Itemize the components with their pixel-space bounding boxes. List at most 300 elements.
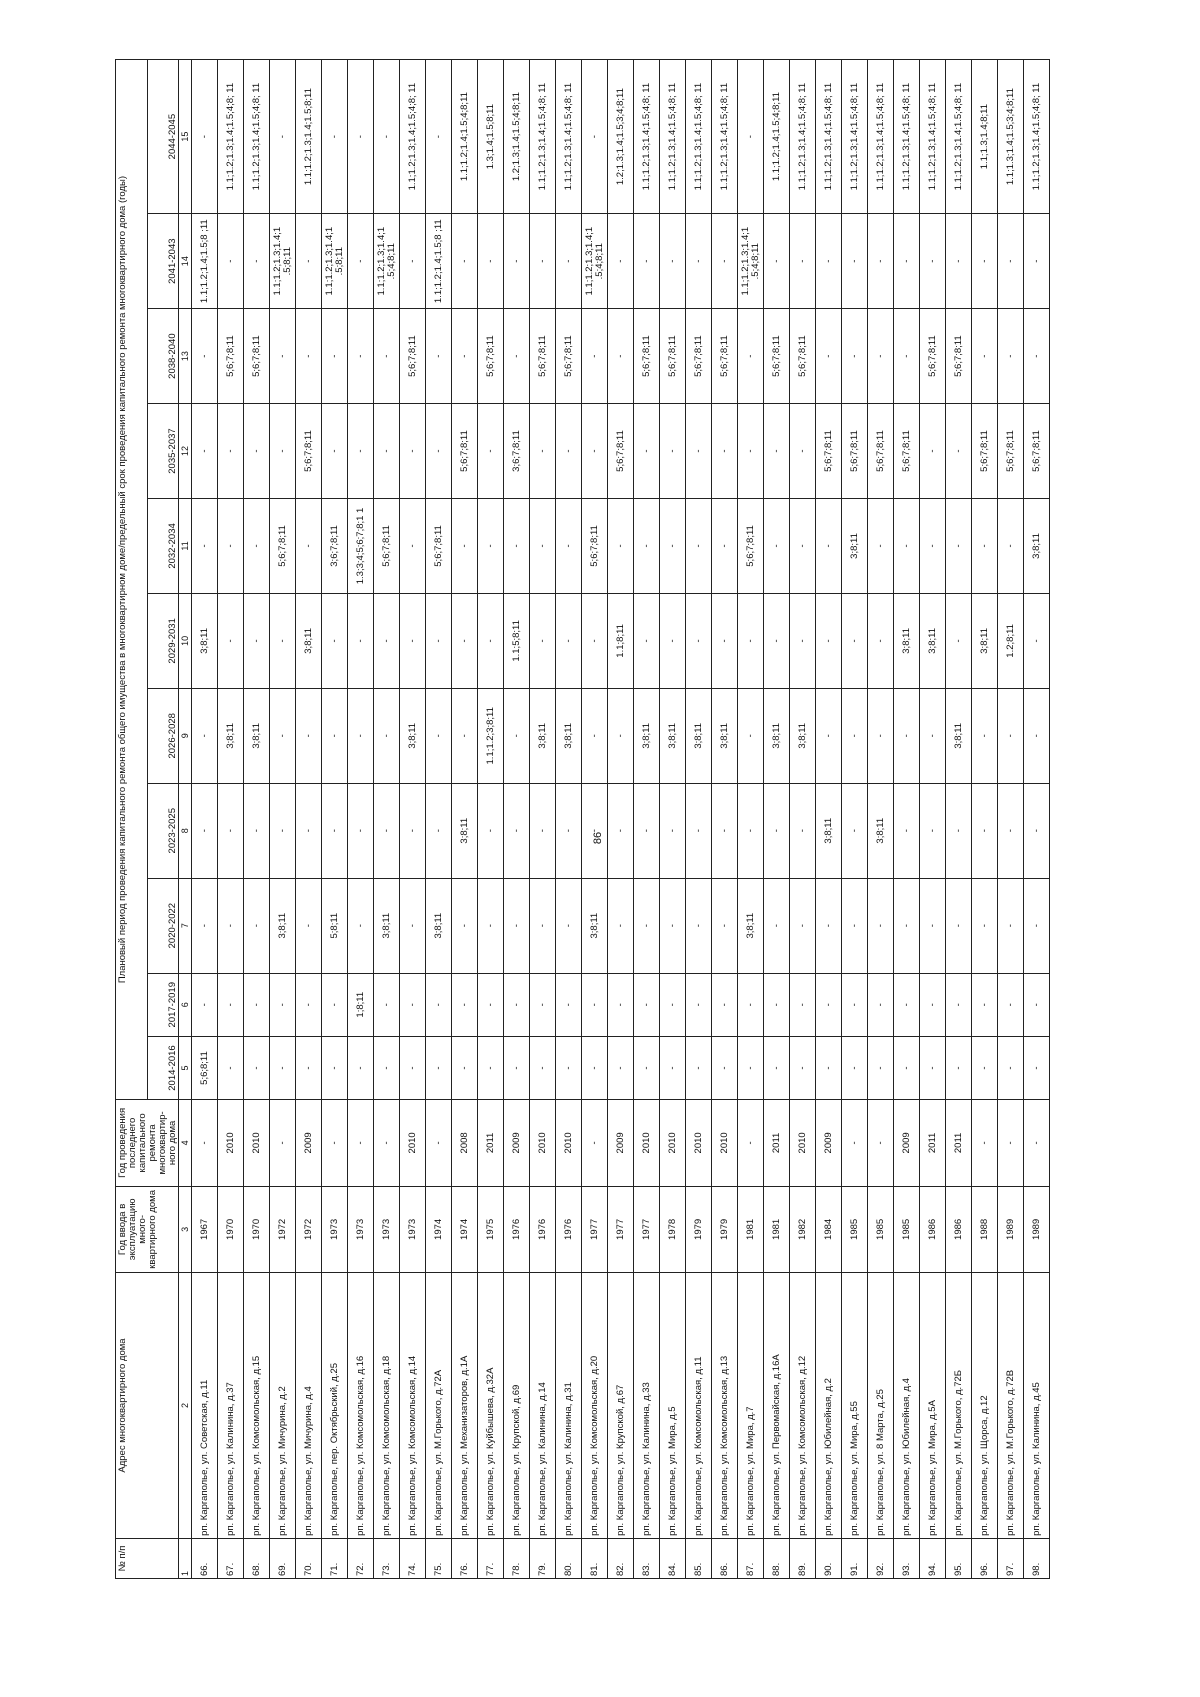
table-row xyxy=(504,60,530,1579)
period-cell: - xyxy=(426,60,452,214)
period-cell: 3;8;11 xyxy=(192,593,218,688)
period-cell: - xyxy=(530,498,556,593)
period-cell: - xyxy=(660,498,686,593)
period-cell: - xyxy=(790,783,816,878)
year-built-cell: 1986 xyxy=(920,1186,946,1272)
year-built-cell: 1988 xyxy=(972,1186,998,1272)
year-built-cell: 1989 xyxy=(998,1186,1024,1272)
period-cell: - xyxy=(530,593,556,688)
period-cell: - xyxy=(426,783,452,878)
period-cell: - xyxy=(764,214,790,309)
period-cell: - xyxy=(686,973,712,1036)
column-index: 15 xyxy=(179,60,192,214)
period-cell: - xyxy=(998,973,1024,1036)
period-cell: 5;6;7;8;11 xyxy=(660,309,686,404)
header-last-repair: Год проведения последнего капитального ремонта многоквартир-ного дома xyxy=(116,1100,179,1186)
period-cell: - xyxy=(426,688,452,783)
period-cell: - xyxy=(1024,593,1050,688)
period-cell: - xyxy=(582,783,608,878)
address-cell: рп. Каргаполье, ул. Крупской, д.67 xyxy=(608,1273,634,1539)
period-cell: 3;8;11 xyxy=(244,688,270,783)
period-cell: 1.1;1.2;1.4;1.5;8 ;11 xyxy=(426,214,452,309)
period-cell: - xyxy=(504,688,530,783)
period-cell: 5;6;7;8;11 xyxy=(894,404,920,499)
period-cell: - xyxy=(1024,214,1050,309)
period-cell: - xyxy=(1024,309,1050,404)
period-cell: 3;8;11 xyxy=(842,498,868,593)
last-repair-cell: 2008 xyxy=(452,1100,478,1186)
table-row xyxy=(582,60,608,1579)
row-number: 70. xyxy=(296,1538,322,1578)
period-cell: 1.1;1.2;1.3;1.4;1.5;4;8; 11 xyxy=(894,60,920,214)
period-cell: - xyxy=(348,593,374,688)
period-cell: - xyxy=(348,878,374,973)
table-row xyxy=(322,60,348,1579)
period-cell: - xyxy=(764,593,790,688)
row-number: 80. xyxy=(556,1538,582,1578)
table-row xyxy=(400,60,426,1579)
period-cell: - xyxy=(738,688,764,783)
address-cell: рп. Каргаполье, ул. Комсомольская, д.12 xyxy=(790,1273,816,1539)
period-cell: - xyxy=(608,878,634,973)
period-cell: - xyxy=(478,214,504,309)
address-cell: рп. Каргаполье, ул. Комсомольская, д.16 xyxy=(348,1273,374,1539)
period-cell: - xyxy=(608,214,634,309)
year-built-cell: 1977 xyxy=(582,1186,608,1272)
last-repair-cell: 2010 xyxy=(218,1100,244,1186)
last-repair-cell: 2011 xyxy=(946,1100,972,1186)
table-row xyxy=(270,60,296,1579)
period-cell: - xyxy=(1024,878,1050,973)
row-number: 77. xyxy=(478,1538,504,1578)
year-built-cell: 1989 xyxy=(1024,1186,1050,1272)
period-cell: 5;6;7;8;11 xyxy=(530,309,556,404)
last-repair-cell: - xyxy=(270,1100,296,1186)
last-repair-cell: 2011 xyxy=(478,1100,504,1186)
period-cell: - xyxy=(920,973,946,1036)
period-cell: - xyxy=(660,404,686,499)
address-cell: рп. Каргаполье, ул. Комсомольская, д.15 xyxy=(244,1273,270,1539)
period-cell: - xyxy=(790,973,816,1036)
year-built-cell: 1974 xyxy=(426,1186,452,1272)
row-number: 85. xyxy=(686,1538,712,1578)
period-cell: - xyxy=(270,404,296,499)
table-row xyxy=(556,60,582,1579)
period-cell: 1.1;1.2;1.3;1.4;1.5;4;8; 11 xyxy=(816,60,842,214)
last-repair-cell: - xyxy=(348,1100,374,1186)
column-index: 14 xyxy=(179,214,192,309)
year-built-cell: 1970 xyxy=(218,1186,244,1272)
last-repair-cell: - xyxy=(738,1100,764,1186)
period-cell: - xyxy=(920,1036,946,1099)
period-cell: - xyxy=(400,404,426,499)
period-cell: - xyxy=(998,214,1024,309)
address-cell: рп. Каргаполье, ул. Первомайская, д.16А xyxy=(764,1273,790,1539)
period-cell: 5;6;7;8;11 xyxy=(1024,404,1050,499)
period-cell: - xyxy=(218,878,244,973)
period-cell: - xyxy=(972,498,998,593)
period-cell: 3;8;11 xyxy=(972,593,998,688)
year-built-cell: 1981 xyxy=(738,1186,764,1272)
header-address: Адрес многоквартирного дома xyxy=(116,1273,179,1539)
period-cell: - xyxy=(998,878,1024,973)
period-cell: - xyxy=(192,878,218,973)
table-row xyxy=(894,60,920,1579)
last-repair-cell: 2010 xyxy=(712,1100,738,1186)
period-cell: - xyxy=(556,1036,582,1099)
period-cell: 1.1;1.2;1.3;1.4;1 .5;4;8;11 xyxy=(582,214,608,309)
column-index: 13 xyxy=(179,309,192,404)
period-cell: - xyxy=(868,1036,894,1099)
row-number: 91. xyxy=(842,1538,868,1578)
period-cell: - xyxy=(426,973,452,1036)
period-cell: 3;8;11 xyxy=(738,878,764,973)
period-cell: - xyxy=(738,593,764,688)
period-cell: 3;6;7;8;11 xyxy=(504,404,530,499)
period-cell: 1.1;1.2;1.3;1.4;1.5;4;8; 11 xyxy=(634,60,660,214)
header-planned-period: Плановый период проведения капитального ремонта общего имущества в многоквартирном доме/предельный срок проведения капитального ремонта многоквартирного дома (годы) xyxy=(116,60,148,1100)
period-cell: - xyxy=(400,973,426,1036)
period-cell: - xyxy=(270,1036,296,1099)
header-period: 2035-2037 xyxy=(147,404,179,499)
period-cell: - xyxy=(1024,688,1050,783)
period-cell: 3;8;11 xyxy=(790,688,816,783)
period-cell: 1.1;1.2;1.3;1.4;1.5;8;11 xyxy=(296,60,322,214)
period-cell: 3;8;11 xyxy=(920,593,946,688)
row-number: 73. xyxy=(374,1538,400,1578)
period-cell: - xyxy=(244,878,270,973)
period-cell: 5;6;7;8;11 xyxy=(608,404,634,499)
period-cell: - xyxy=(660,1036,686,1099)
year-built-cell: 1977 xyxy=(634,1186,660,1272)
last-repair-cell: - xyxy=(998,1100,1024,1186)
header-period: 2020-2022 xyxy=(147,878,179,973)
period-cell: - xyxy=(608,1036,634,1099)
period-cell: - xyxy=(894,309,920,404)
table-row xyxy=(842,60,868,1579)
period-cell: - xyxy=(972,309,998,404)
period-cell: - xyxy=(894,783,920,878)
row-number: 87. xyxy=(738,1538,764,1578)
address-cell: рп. Каргаполье, ул. Калинина, д.45 xyxy=(1024,1273,1050,1539)
period-cell: - xyxy=(244,498,270,593)
period-cell: - xyxy=(556,404,582,499)
row-number: 88. xyxy=(764,1538,790,1578)
period-cell: 3;8;11 xyxy=(634,688,660,783)
period-cell: - xyxy=(660,593,686,688)
period-cell: - xyxy=(868,593,894,688)
period-cell: - xyxy=(322,1036,348,1099)
table-body xyxy=(179,60,1050,1579)
period-cell: - xyxy=(712,878,738,973)
period-cell: - xyxy=(582,404,608,499)
period-cell: - xyxy=(972,973,998,1036)
period-cell: 1.1;1.2;1.3;1.4;1.5;4;8; 11 xyxy=(712,60,738,214)
year-built-cell: 1985 xyxy=(842,1186,868,1272)
period-cell: - xyxy=(504,309,530,404)
period-cell: - xyxy=(816,498,842,593)
period-cell: - xyxy=(1024,1036,1050,1099)
address-cell: рп. Каргаполье, ул. Мира, д.7 xyxy=(738,1273,764,1539)
period-cell: 3;8;11 xyxy=(686,688,712,783)
year-built-cell: 1974 xyxy=(452,1186,478,1272)
column-index: 2 xyxy=(179,1273,192,1539)
column-index: 12 xyxy=(179,404,192,499)
last-repair-cell: - xyxy=(842,1100,868,1186)
last-repair-cell: - xyxy=(1024,1100,1050,1186)
period-cell: 5;6;7;8;11 xyxy=(426,498,452,593)
period-cell: 3;8;11 xyxy=(270,878,296,973)
period-cell: - xyxy=(894,688,920,783)
last-repair-cell: 2010 xyxy=(634,1100,660,1186)
last-repair-cell: 2009 xyxy=(608,1100,634,1186)
table-row xyxy=(712,60,738,1579)
period-cell: - xyxy=(764,973,790,1036)
last-repair-cell: - xyxy=(972,1100,998,1186)
period-cell: - xyxy=(530,973,556,1036)
last-repair-cell: 2010 xyxy=(790,1100,816,1186)
period-cell: 1.1;1.2;1.3;1.4;1.5;4;8; 11 xyxy=(218,60,244,214)
last-repair-cell: 2011 xyxy=(764,1100,790,1186)
period-cell: - xyxy=(296,688,322,783)
year-built-cell: 1970 xyxy=(244,1186,270,1272)
address-cell: рп. Каргаполье, ул. Советская, д.11 xyxy=(192,1273,218,1539)
period-cell: - xyxy=(244,973,270,1036)
period-cell: - xyxy=(296,878,322,973)
column-index: 5 xyxy=(179,1036,192,1099)
period-cell: - xyxy=(582,593,608,688)
period-cell: - xyxy=(218,973,244,1036)
period-cell: - xyxy=(218,1036,244,1099)
period-cell: 3;8;11 xyxy=(530,688,556,783)
row-number: 75. xyxy=(426,1538,452,1578)
address-cell: рп. Каргаполье, ул. Щорса, д.12 xyxy=(972,1273,998,1539)
period-cell: - xyxy=(634,1036,660,1099)
header-period: 2029-2031 xyxy=(147,593,179,688)
period-cell: - xyxy=(504,498,530,593)
period-cell: - xyxy=(868,309,894,404)
row-number: 71. xyxy=(322,1538,348,1578)
row-number: 74. xyxy=(400,1538,426,1578)
period-cell: - xyxy=(894,973,920,1036)
last-repair-cell: 2010 xyxy=(530,1100,556,1186)
period-cell: - xyxy=(556,593,582,688)
address-cell: рп. Каргаполье, ул. Калинина, д.37 xyxy=(218,1273,244,1539)
year-built-cell: 1981 xyxy=(764,1186,790,1272)
period-cell: 5;6;7;8;11 xyxy=(764,309,790,404)
period-cell: - xyxy=(478,593,504,688)
period-cell: 3;8;11 xyxy=(946,688,972,783)
period-cell: 1.1;1.2;1.3;1.4;1.5;4;8; 11 xyxy=(556,60,582,214)
period-cell: - xyxy=(452,214,478,309)
table-row xyxy=(972,60,998,1579)
period-cell: 3;6;7;8;11 xyxy=(322,498,348,593)
address-cell: рп. Каргаполье, ул. М.Горького, д.72А xyxy=(426,1273,452,1539)
period-cell: - xyxy=(530,404,556,499)
table-row xyxy=(608,60,634,1579)
table-row xyxy=(218,60,244,1579)
table-row xyxy=(374,60,400,1579)
period-cell: 5;6;7;8;11 xyxy=(998,404,1024,499)
period-cell: - xyxy=(1024,783,1050,878)
period-cell: - xyxy=(738,60,764,214)
period-cell: - xyxy=(192,498,218,593)
period-cell: - xyxy=(842,1036,868,1099)
period-cell: - xyxy=(816,214,842,309)
table-row xyxy=(478,60,504,1579)
period-cell: - xyxy=(816,878,842,973)
period-cell: - xyxy=(686,1036,712,1099)
table-row xyxy=(764,60,790,1579)
period-cell: - xyxy=(452,973,478,1036)
year-built-cell: 1976 xyxy=(504,1186,530,1272)
period-cell: - xyxy=(478,973,504,1036)
year-built-cell: 1978 xyxy=(660,1186,686,1272)
column-index-row xyxy=(179,60,192,1579)
column-index: 3 xyxy=(179,1186,192,1272)
period-cell: - xyxy=(712,214,738,309)
period-cell: - xyxy=(868,878,894,973)
period-cell: - xyxy=(504,878,530,973)
period-cell: 1.2;1.3;1.4;1.5;4;8;11 xyxy=(504,60,530,214)
address-cell: рп. Каргаполье, ул. Калинина, д.33 xyxy=(634,1273,660,1539)
last-repair-cell: - xyxy=(192,1100,218,1186)
period-cell: - xyxy=(972,783,998,878)
last-repair-cell: - xyxy=(374,1100,400,1186)
address-cell: рп. Каргаполье, ул. М.Горького, д.72Б xyxy=(946,1273,972,1539)
header-period: 2014-2016 xyxy=(147,1036,179,1099)
period-cell: - xyxy=(192,404,218,499)
row-number: 93. xyxy=(894,1538,920,1578)
address-cell: рп. Каргаполье, ул. М.Горького, д.72В xyxy=(998,1273,1024,1539)
period-cell: - xyxy=(478,404,504,499)
table-row xyxy=(296,60,322,1579)
year-built-cell: 1976 xyxy=(530,1186,556,1272)
period-cell: - xyxy=(712,498,738,593)
address-cell: рп. Каргаполье, ул. Куйбышева, д.32А xyxy=(478,1273,504,1539)
year-built-cell: 1973 xyxy=(374,1186,400,1272)
period-cell: - xyxy=(816,688,842,783)
row-number: 89. xyxy=(790,1538,816,1578)
period-cell: - xyxy=(712,783,738,878)
period-cell: - xyxy=(790,593,816,688)
period-cell: - xyxy=(842,688,868,783)
year-built-cell: 1979 xyxy=(712,1186,738,1272)
column-index: 1 xyxy=(179,1538,192,1578)
period-cell: - xyxy=(348,404,374,499)
year-built-cell: 1982 xyxy=(790,1186,816,1272)
period-cell: 1.1;1.2;1.3;1.4;1.5;4;8; 11 xyxy=(244,60,270,214)
period-cell: 1.1;1.2;1.3;1.4;1.5;4;8; 11 xyxy=(920,60,946,214)
period-cell: - xyxy=(764,878,790,973)
period-cell: - xyxy=(322,404,348,499)
period-cell: - xyxy=(972,214,998,309)
period-cell: - xyxy=(764,1036,790,1099)
period-cell: - xyxy=(374,309,400,404)
period-cell: - xyxy=(322,309,348,404)
period-cell: - xyxy=(712,973,738,1036)
column-index: 8 xyxy=(179,783,192,878)
period-cell: - xyxy=(946,214,972,309)
period-cell: - xyxy=(946,973,972,1036)
period-cell: - xyxy=(790,878,816,973)
period-cell: - xyxy=(608,783,634,878)
table-row xyxy=(426,60,452,1579)
column-index: 6 xyxy=(179,973,192,1036)
table-row xyxy=(634,60,660,1579)
period-cell: - xyxy=(374,593,400,688)
column-index: 4 xyxy=(179,1100,192,1186)
period-cell: - xyxy=(972,1036,998,1099)
period-cell: - xyxy=(842,214,868,309)
period-cell: 5;6;7;8;11 xyxy=(920,309,946,404)
period-cell: 5;6;7;8;11 xyxy=(712,309,738,404)
period-cell: 1.1;1.2;1.3;1.4;1 .5;4;8;11 xyxy=(738,214,764,309)
address-cell: рп. Каргаполье, ул. Калинина, д.31 xyxy=(556,1273,582,1539)
period-cell: - xyxy=(998,783,1024,878)
row-number: 86. xyxy=(712,1538,738,1578)
year-built-cell: 1973 xyxy=(322,1186,348,1272)
period-cell: 3;8;11 xyxy=(296,593,322,688)
period-cell: - xyxy=(322,688,348,783)
header-period: 2032-2034 xyxy=(147,498,179,593)
period-cell: - xyxy=(738,309,764,404)
period-cell: - xyxy=(400,878,426,973)
period-cell: 1.1;1.2;1.3;1.4;1.5;4;8; 11 xyxy=(686,60,712,214)
period-cell: - xyxy=(556,973,582,1036)
period-cell: - xyxy=(348,688,374,783)
header-year-built: Год ввода в эксплуатацию много-квартирного дома xyxy=(116,1186,179,1272)
period-cell: 5;6;7;8;11 xyxy=(244,309,270,404)
period-cell: - xyxy=(738,1036,764,1099)
period-cell: - xyxy=(738,973,764,1036)
period-cell: - xyxy=(998,309,1024,404)
period-cell: 1.1;1.2;1.4;1.5;4;8;11 xyxy=(764,60,790,214)
period-cell: - xyxy=(426,1036,452,1099)
period-cell: 5;8;11 xyxy=(322,878,348,973)
year-built-cell: 1985 xyxy=(894,1186,920,1272)
period-cell: 3;8;11 xyxy=(556,688,582,783)
period-cell: 1.1;1.2;1.3;1.4;1.5;4;8; 11 xyxy=(400,60,426,214)
period-cell: - xyxy=(504,783,530,878)
period-cell: - xyxy=(400,1036,426,1099)
period-cell: 1.1;1.2;1.3;1.4;1.5;4;8; 11 xyxy=(868,60,894,214)
row-number: 83. xyxy=(634,1538,660,1578)
period-cell: 1.1;1.2;1.4;1.5;4;8;11 xyxy=(452,60,478,214)
period-cell: - xyxy=(634,214,660,309)
period-cell: - xyxy=(608,973,634,1036)
period-cell: - xyxy=(374,1036,400,1099)
period-cell: - xyxy=(816,973,842,1036)
period-cell: - xyxy=(400,783,426,878)
period-cell: - xyxy=(920,214,946,309)
period-cell: - xyxy=(452,1036,478,1099)
period-cell: - xyxy=(842,309,868,404)
period-cell: - xyxy=(582,973,608,1036)
period-cell: - xyxy=(556,214,582,309)
period-cell: - xyxy=(296,783,322,878)
period-cell: - xyxy=(192,973,218,1036)
period-cell: 5;6;7;8;11 xyxy=(478,309,504,404)
address-cell: рп. Каргаполье, ул. Комсомольская, д.14 xyxy=(400,1273,426,1539)
table-row xyxy=(686,60,712,1579)
period-cell: - xyxy=(556,878,582,973)
period-cell: - xyxy=(426,404,452,499)
period-cell: 1.1;1.2;1.3;1.4;1.5;4;8; 11 xyxy=(790,60,816,214)
period-cell: 1.1;8;11 xyxy=(608,593,634,688)
period-cell: - xyxy=(348,309,374,404)
table-row xyxy=(816,60,842,1579)
